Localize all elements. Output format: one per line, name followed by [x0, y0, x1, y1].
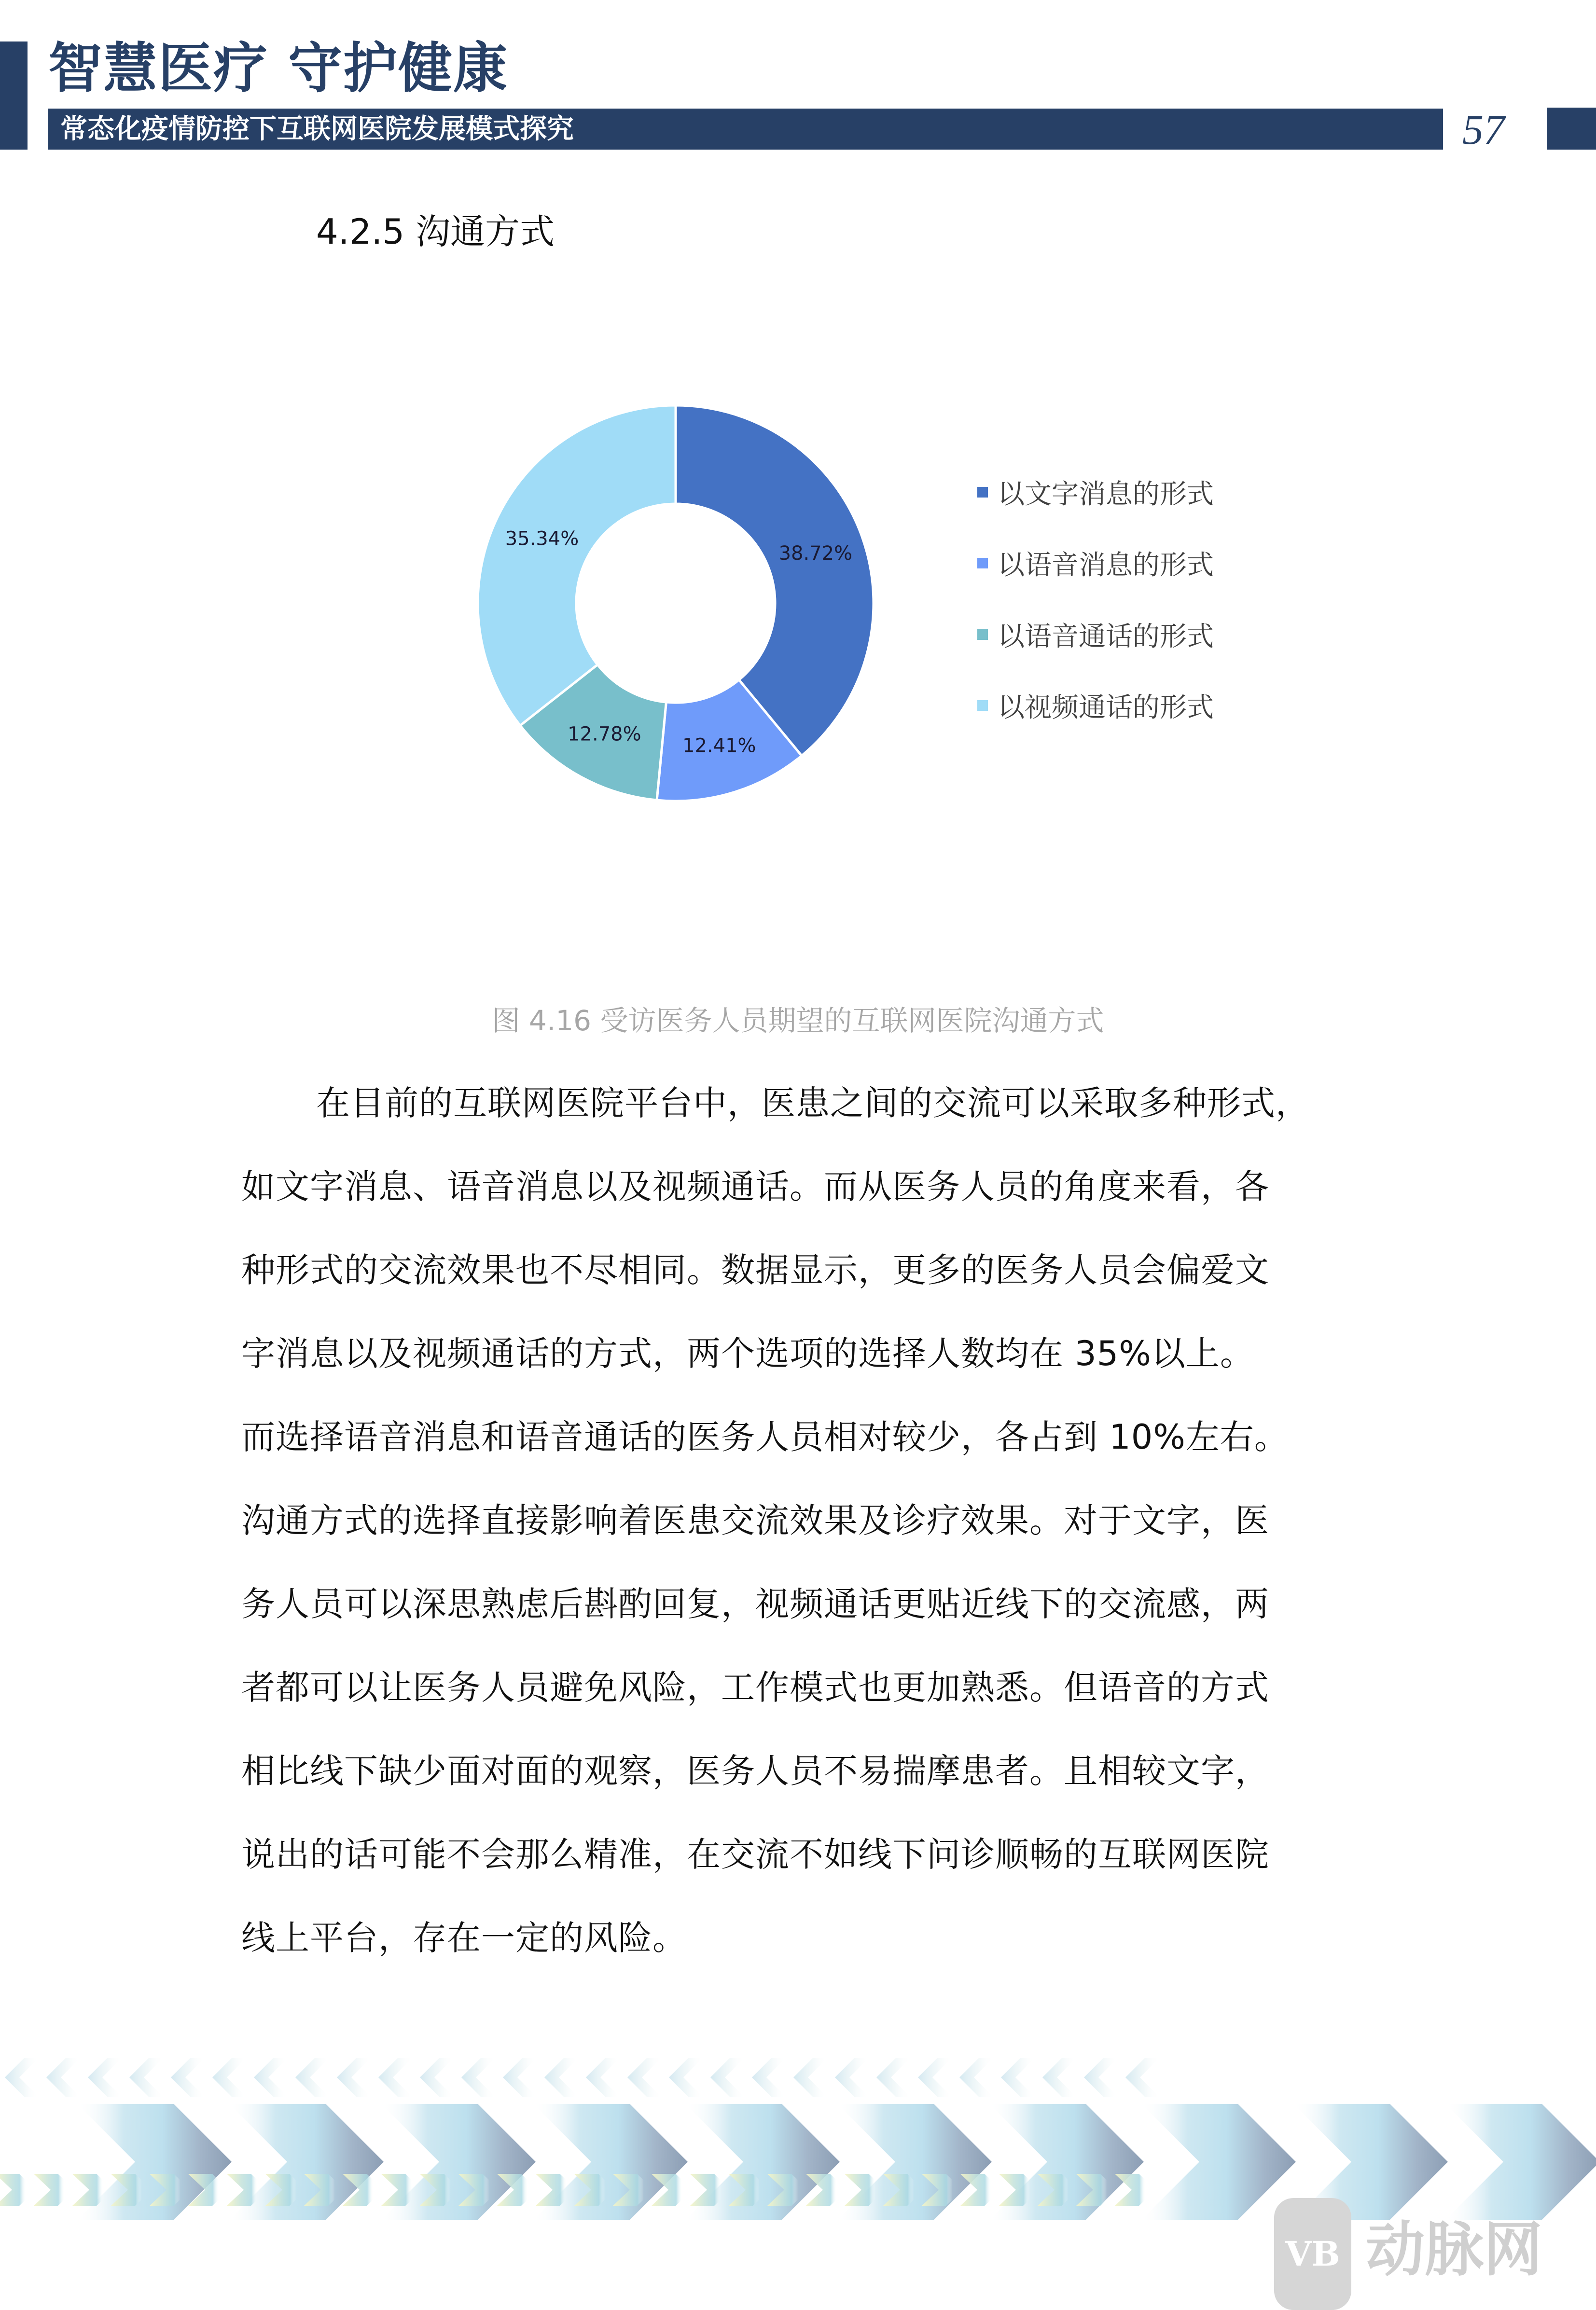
legend-swatch [977, 558, 988, 568]
slice-value-label: 12.78% [568, 723, 641, 746]
body-line: 者都可以让医务人员避免风险，工作模式也更加熟悉。但语音的方式 [241, 1668, 1269, 1707]
body-line: 而选择语音消息和语音通话的医务人员相对较少，各占到 10%左右。 [241, 1417, 1289, 1457]
body-line: 说出的话可能不会那么精准，在交流不如线下问诊顺畅的互联网医院 [241, 1835, 1269, 1874]
legend-label: 以语音通话的形式 [998, 621, 1214, 652]
watermark-logo-icon: VB [1274, 2198, 1351, 2310]
legend-item-voice-call [977, 618, 1214, 651]
slice-value-label: 38.72% [778, 542, 853, 565]
legend-swatch [977, 700, 988, 711]
header-subtitle: 常态化疫情防控下互联网医院发展模式探究 [60, 113, 574, 145]
body-line: 线上平台，存在一定的风险。 [241, 1918, 687, 1958]
body-paragraph [241, 1062, 1380, 1980]
legend-swatch [977, 487, 988, 498]
legend-item-video-call [977, 689, 1214, 722]
legend-label: 以视频通话的形式 [998, 692, 1214, 723]
body-line: 务人员可以深思熟虑后斟酌回复，视频通话更贴近线下的交流感，两 [241, 1584, 1269, 1624]
legend-label: 以文字消息的形式 [998, 479, 1214, 510]
body-line: 字消息以及视频通话的方式，两个选项的选择人数均在 35%以上。 [241, 1334, 1254, 1373]
watermark-text: 动脉网 [1366, 2215, 1542, 2284]
legend-swatch [977, 629, 988, 640]
watermark [1274, 2198, 1542, 2310]
body-line: 在目前的互联网医院平台中，医患之间的交流可以采取多种形式， [316, 1083, 1310, 1123]
legend-item-text-message [977, 475, 1214, 509]
header-title: 智慧医疗 守护健康 [48, 37, 508, 100]
slice-value-label: 35.34% [505, 527, 579, 550]
body-line: 相比线下缺少面对面的观察，医务人员不易揣摩患者。且相较文字， [241, 1751, 1269, 1791]
figure-caption: 图 4.16 受访医务人员期望的互联网医院沟通方式 [492, 1004, 1104, 1037]
donut-slices [478, 405, 874, 801]
section-title: 4.2.5 沟通方式 [316, 211, 555, 252]
body-line: 沟通方式的选择直接影响着医患交流效果及诊疗效果。对于文字，医 [241, 1501, 1269, 1540]
donut-slice [478, 405, 676, 725]
page-number: 57 [1462, 107, 1505, 153]
legend-label: 以语音消息的形式 [998, 550, 1214, 581]
legend-item-voice-message [977, 546, 1214, 580]
slice-value-label: 12.41% [682, 734, 756, 757]
body-line: 如文字消息、语音消息以及视频通话。而从医务人员的角度来看，各 [241, 1167, 1269, 1206]
body-line: 种形式的交流效果也不尽相同。数据显示，更多的医务人员会偏爱文 [241, 1250, 1269, 1290]
